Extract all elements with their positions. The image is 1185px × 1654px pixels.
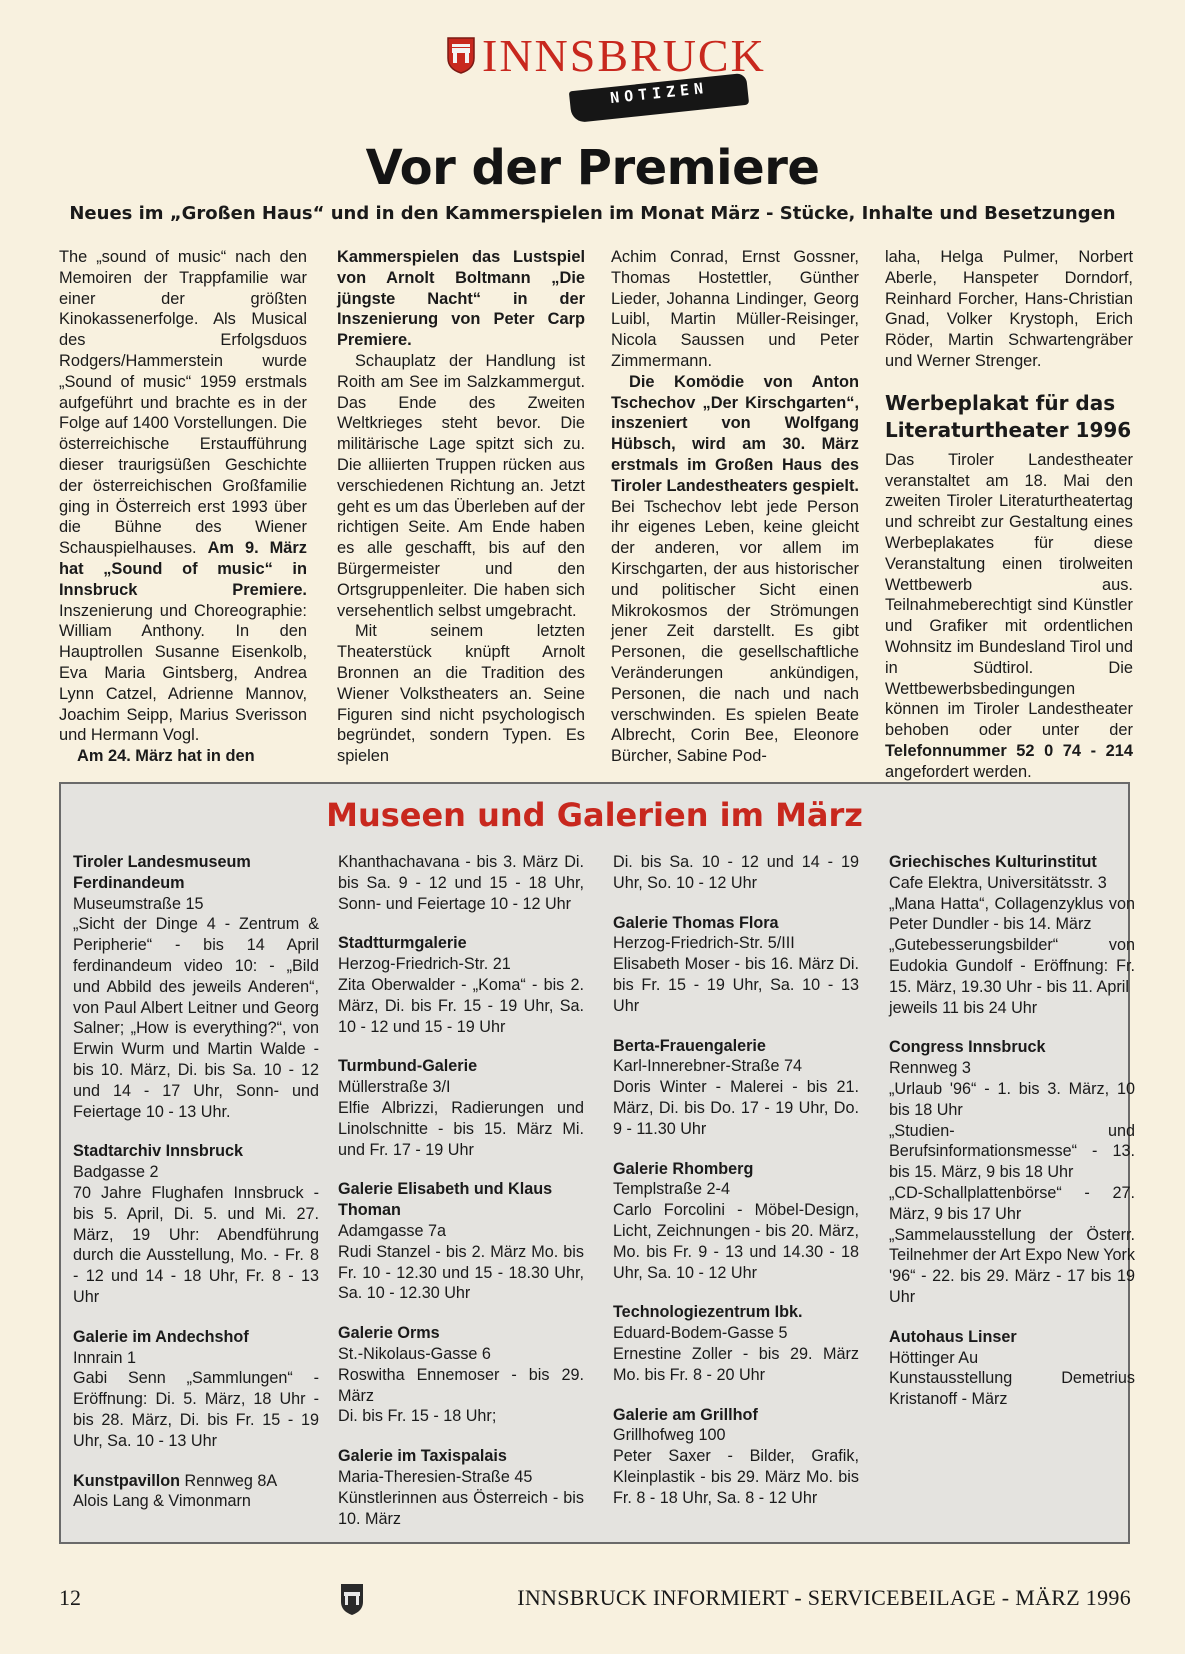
article-columns	[59, 247, 1133, 781]
museum-entry-details: Maria-Theresien-Straße 45 Künstlerinnen aus Österreich - bis 10. März	[338, 1467, 584, 1528]
museum-entry	[73, 1327, 319, 1452]
museum-entry	[613, 913, 859, 1017]
museum-entry-title: Galerie Elisabeth und Klaus Thoman	[338, 1180, 553, 1220]
museum-entry	[613, 1159, 859, 1284]
museum-column-1	[73, 852, 319, 1531]
innsbruck-crest-icon	[446, 36, 476, 74]
museum-entry-title: Berta-Frauengalerie	[613, 1036, 766, 1055]
museum-entry	[73, 1471, 319, 1513]
masthead	[446, 28, 766, 120]
museum-entry-details: Müllerstraße 3/I Elfie Albrizzi, Radierungen und Linolschnitte - bis 15. März Mi. und Fr. 17 - 19 Uhr	[338, 1078, 584, 1159]
article-text: The „sound of music“ nach den Memoiren der Trappfamilie war einer der größten Kinokassenerfolge. Als Musical des Erfolgsduos Rodgers/Hammerstein wurde „Sound of music“ 1959 erstmals aufgeführt und brachte es in der Folge auf 1400 Vorstellungen. Die österreichische Erstaufführung dieser traurigsüßen Geschichte der österreichischen Großfamilie ging in Österreich erst 1993 über die Bühne des Wiener Schauspielhauses.	[59, 248, 307, 558]
museum-entry-details: Cafe Elektra, Universitätsstr. 3 „Mana Hatta“, Collagenzyklus von Peter Dundler - bis 14. März „Gutebesserungsbilder“ von Eudokia Gundolf - Eröffnung: Fr. 15. März, 19.30 Uhr - bis 11. April jeweils 11 bis 24 Uhr	[889, 873, 1135, 1017]
museum-listing-box	[59, 782, 1135, 1544]
museum-entry-title: Galerie Thomas Flora	[613, 913, 779, 932]
museum-entry-title: Galerie am Grillhof	[613, 1405, 758, 1424]
article-highlight: Am 9. März hat „Sound of music“ in Innsbruck Premiere.	[59, 539, 307, 599]
article-text: laha, Helga Pulmer, Norbert Aberle, Hanspeter Dorndorf, Reinhard Forcher, Hans-Christian Gnad, Volker Krystoph, Erich Röder, Martin Schwartengräber und Werner Strenger.	[885, 248, 1133, 370]
article-text: Das Tiroler Landestheater veranstaltet am 18. Mai den zweiten Tiroler Literaturtheatertag und schreibt zur Gestaltung eines Werbeplakates für diese Veranstaltung einen tirolweiten Wettbewerb aus. Teilnahmeberechtigt sind Künstler und Grafiker mit ordentlichen Wohnsitz im Bundesland Tirol und in Südtirol. Die Wettbewerbsbedingungen können im Tiroler Landestheater behoben oder unter der	[885, 450, 1133, 740]
museum-entry-details: Herzog-Friedrich-Str. 21 Zita Oberwalder - „Koma“ - bis 2. März, Di. bis Fr. 15 - 19 Uhr, Sa. 10 - 12 und 15 - 19 Uhr	[338, 955, 584, 1036]
article-column-3	[611, 247, 859, 767]
museum-column-3	[613, 852, 859, 1528]
museum-entry-title: Galerie Orms	[338, 1324, 440, 1343]
article-column-4	[885, 247, 1133, 783]
museum-entry-details: Adamgasse 7a Rudi Stanzel - bis 2. März Mo. bis Fr. 10 - 12.30 und 15 - 18.30 Uhr, Sa. 10 - 12.30 Uhr	[338, 1221, 584, 1303]
museum-entry-title: Kunstpavillon	[73, 1471, 181, 1490]
museum-entry-title: Stadtturmgalerie	[338, 934, 467, 953]
museum-entry-title: Tiroler Landesmuseum Ferdinandeum	[73, 853, 251, 892]
innsbruck-crest-icon	[339, 1582, 365, 1616]
museum-entry	[338, 1323, 584, 1427]
museum-entry	[338, 1446, 584, 1529]
page-number: 12	[59, 1585, 81, 1610]
museum-entry	[73, 1141, 319, 1307]
article-text: Schauplatz der Handlung ist Roith am See im Salzkammergut. Das Ende des Zweiten Weltkrieges steht bevor. Die militärische Lage spitzt sich zu. Die alliierten Truppen rücken aus verschiedenen Richtung an. Jetzt geht es um das Überleben auf der richtigen Seite. Am Ende haben es alle geschafft, bis auf den Bürgermeister und den Ortsgruppenleiter. Die haben sich versehentlich selbst umgebracht.	[337, 351, 585, 620]
museum-entry-address: Rennweg 8A	[180, 1471, 278, 1490]
museum-entry-title: Autohaus Linser	[889, 1327, 1017, 1346]
article-column-1	[59, 247, 307, 767]
museum-entry	[613, 1405, 859, 1509]
museum-entry	[338, 1056, 584, 1160]
article-text: Mit seinem letzten Theaterstück knüpft Arnolt Bronnen an die Tradition des Wiener Volkstheaters an. Seine Figuren sind nicht psychologisch begründet, sondern Typen. Es spielen	[337, 622, 585, 766]
museum-entry	[613, 1302, 859, 1385]
museum-entry	[889, 1327, 1135, 1410]
museum-entry	[889, 1037, 1135, 1307]
museum-entry-title: Stadtarchiv Innsbruck	[73, 1142, 244, 1161]
article-column-2	[337, 247, 585, 767]
museum-entry-title: Technologiezentrum Ibk.	[613, 1303, 803, 1322]
museum-entry	[338, 1179, 584, 1304]
museum-entry-details: Khanthachavana - bis 3. März Di. bis Sa. 9 - 12 und 15 - 18 Uhr, Sonn- und Feiertage 10 - 12 Uhr	[338, 853, 584, 913]
museum-entry-title: Congress Innsbruck	[889, 1038, 1046, 1057]
article-highlight: Am 24. März hat in den	[77, 747, 255, 766]
museum-entry-details: Alois Lang & Vimonmarn	[73, 1492, 251, 1511]
museum-entry	[889, 852, 1135, 1018]
museum-entry-details: Rennweg 3 „Urlaub '96“ - 1. bis 3. März, 10 bis 18 Uhr „Studien- und Berufsinformationsmesse“ - 13. bis 15. März, 9 bis 18 Uhr „CD-Schallplattenbörse“ - 27. März, 9 bis 17 Uhr „Sammelausstellung der Österr. Teilnehmer der Art Expo New York '96“ - 22. bis 29. März - 17 bis 19 Uhr	[889, 1059, 1135, 1306]
article-highlight: Kammerspielen das Lustspiel von Arnolt Boltmann „Die jüngste Nacht“ in der Inszenierung von Peter Carp Premiere.	[337, 248, 585, 350]
article-text: Bei Tschechov lebt jede Person ihr eigenes Leben, keine gleicht der anderen, vor allem im Kirschgarten, der aus historischer und politischer Sicht einen Mikrokosmos der Strömungen jener Zeit darstellt. Es gibt Personen, die gesellschaftliche Veränderungen ankündigen, Personen, die nach und nach verschwinden. Es spielen Beate Albrecht, Corin Bee, Eleonore Bürcher, Sabine Pod-	[611, 497, 859, 766]
section-subtitle: Werbeplakat für das Literaturtheater 1996	[885, 390, 1132, 442]
museum-entry-title: Griechisches Kulturinstitut	[889, 853, 1097, 871]
museum-entry-details: Di. bis Sa. 10 - 12 und 14 - 19 Uhr, So. 10 - 12 Uhr	[613, 853, 859, 892]
museum-entry-title: Galerie Rhomberg	[613, 1159, 754, 1178]
notizen-tag: NOTIZEN	[609, 78, 709, 108]
museum-entry	[613, 1036, 859, 1140]
museum-column-2	[338, 852, 584, 1548]
brand-logo-text: INNSBRUCK	[482, 30, 766, 81]
subheadline: Neues im „Großen Haus“ und in den Kammerspielen im Monat März - Stücke, Inhalte und Besetzungen	[69, 203, 1116, 224]
museum-entry-title: Turmbund-Galerie	[338, 1057, 478, 1076]
museum-entry-details: Innrain 1 Gabi Senn „Sammlungen“ - Eröffnung: Di. 5. März, 18 Uhr - bis 28. März, Di. bis Fr. 15 - 19 Uhr, Sa. 10 - 13 Uhr	[73, 1348, 319, 1450]
museum-entry-details: Höttinger Au Kunstausstellung Demetrius Kristanoff - März	[889, 1348, 1135, 1409]
museum-entry	[338, 852, 584, 914]
museum-entry-title: Galerie im Taxispalais	[338, 1447, 507, 1466]
museum-entry	[338, 933, 584, 1037]
museum-entry-details: Museumstraße 15 „Sicht der Dinge 4 - Zentrum & Peripherie“ - bis 14 April ferdinandeum video 10: - „Bild und Abbild des jeweils Anderen“, von Paul Albert Leitner und Georg Salner; „How is everything?“, von Erwin Wurm und Martin Walde - bis 10. März, Di. bis Sa. 10 - 12 und 14 - 17 Uhr, Sonn- und Feiertage 10 - 13 Uhr.	[73, 894, 319, 1121]
article-highlight: Die Komödie von Anton Tschechov „Der Kirschgarten“, inszeniert von Wolfgang Hübsch, wird am 30. März erstmals im Großen Haus des Tiroler Landestheaters gespielt.	[611, 372, 859, 495]
museum-entry-details: Badgasse 2 70 Jahre Flughafen Innsbruck - bis 5. April, Di. 5. und Mi. 27. März, 19 Uhr: Abendführung durch die Ausstellung, Mo. - Fr. 8 - 12 und 14 - 18 Uhr, Fr. 8 - 13 Uhr	[73, 1163, 319, 1306]
museum-entry-heading	[73, 1471, 319, 1492]
article-text: Inszenierung und Choreographie: William Anthony. In den Hauptrollen Susanne Eisenkolb, Eva Maria Gintsberg, Andrea Lynn Catzel, Adrienne Mannov, Joachim Seipp, Marius Sverisson und Hermann Vogl.	[59, 601, 307, 745]
museum-entry-details: Grillhofweg 100 Peter Saxer - Bilder, Grafik, Kleinplastik - bis 29. März Mo. bis Fr. 8 - 18 Uhr, Sa. 8 - 12 Uhr	[613, 1426, 859, 1507]
museum-entry-details: Eduard-Bodem-Gasse 5 Ernestine Zoller - bis 29. März Mo. bis Fr. 8 - 20 Uhr	[613, 1324, 859, 1384]
museum-entry-details: Templstraße 2-4 Carlo Forcolini - Möbel-Design, Licht, Zeichnungen - bis 20. März, Mo. bis Fr. 9 - 13 und 14.30 - 18 Uhr, Sa. 10 - 12 Uhr	[613, 1180, 859, 1282]
headline: Vor der Premiere	[365, 140, 820, 196]
museum-entry	[613, 852, 859, 894]
museum-entry-details: St.-Nikolaus-Gasse 6 Roswitha Ennemoser - bis 29. März Di. bis Fr. 15 - 18 Uhr;	[338, 1344, 584, 1426]
museum-entry-details: Herzog-Friedrich-Str. 5/III Elisabeth Moser - bis 16. März Di. bis Fr. 15 - 19 Uhr, Sa. 10 - 13 Uhr	[613, 934, 859, 1015]
museum-entry-details: Karl-Innerebner-Straße 74 Doris Winter - Malerei - bis 21. März, Di. bis Do. 17 - 19 Uhr, Do. 9 - 11.30 Uhr	[613, 1057, 859, 1138]
footer-publication-line: INNSBRUCK INFORMIERT - SERVICEBEILAGE - MÄRZ 1996	[517, 1585, 1131, 1610]
museum-entry	[73, 852, 319, 1122]
museum-listing-title: Museen und Galerien im März	[326, 796, 863, 834]
museum-entry-title: Galerie im Andechshof	[73, 1327, 249, 1346]
museum-column-4	[889, 852, 1135, 1429]
article-text: angefordert werden.	[885, 762, 1032, 781]
phone-number: Telefonnummer 52 0 74 - 214	[885, 741, 1133, 760]
article-text: Achim Conrad, Ernst Gossner, Thomas Hostettler, Günther Lieder, Johanna Lindinger, Georg Luibl, Martin Müller-Reisinger, Nicola Saussen und Peter Zimmermann.	[611, 248, 859, 370]
